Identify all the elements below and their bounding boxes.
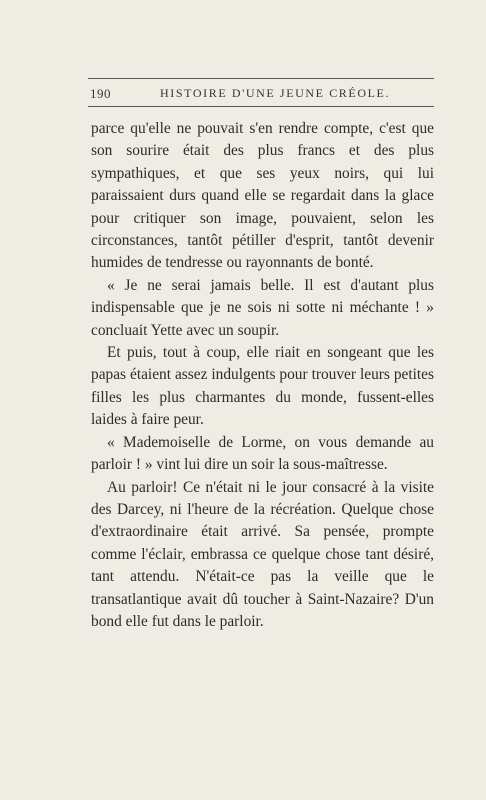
body-text — [91, 118, 434, 633]
header-top-rule — [88, 78, 434, 79]
running-head-title: HISTOIRE D'UNE JEUNE CRÉOLE. — [160, 86, 391, 100]
page-number: 190 — [90, 86, 111, 101]
paragraph: « Mademoiselle de Lorme, on vous demande au parloir ! » vint lui dire un soir la sous-maîtresse. — [91, 433, 434, 474]
header-bottom-rule — [88, 106, 434, 107]
paragraph: Et puis, tout à coup, elle riait en songeant que les papas étaient assez indulgents pour trouver leurs petites filles les plus charmantes du monde, fussent-elles laides à faire peur. — [91, 344, 434, 429]
running-head — [88, 84, 434, 102]
paragraph: Au parloir! Ce n'était ni le jour consacré à la visite des Darcey, ni l'heure de la récréation. Quelque chose d'extraordinaire était arrivé. Sa pensée, prompte comme l'éclair, embrassa ce quelque chose tant désiré, tant attendu. N'était-ce pas la veille que le transatlantique avait dû toucher à Saint-Nazaire? D'un bond elle fut dans le parloir. — [91, 478, 434, 630]
paragraph: parce qu'elle ne pouvait s'en rendre compte, c'est que son sourire était des plus francs et des plus sympathiques, et que ses yeux noirs, qui lui paraissaient durs quand elle se regardait dans la glace pour critiquer son image, pouvaient, selon les circonstances, tantôt pétiller d'esprit, tantôt devenir humides de tendresse ou rayonnants de bonté. — [91, 120, 434, 272]
paragraph: « Je ne serai jamais belle. Il est d'autant plus indispensable que je ne sois ni sotte ni méchante ! » concluait Yette avec un soupir. — [91, 276, 434, 339]
